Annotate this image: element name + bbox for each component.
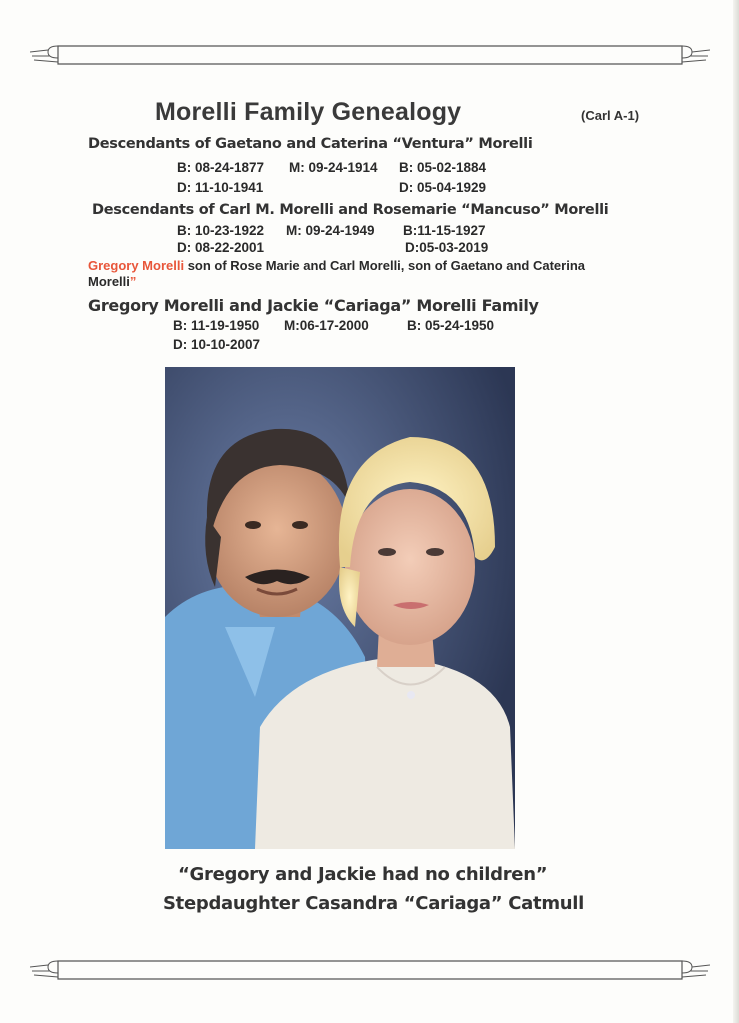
reference-code: (Carl A-1)	[581, 108, 640, 123]
section2-marriage: M: 09-24-1949	[286, 223, 375, 238]
section3-birth1: B: 11-19-1950	[173, 318, 260, 333]
lineage-name: Gregory Morelli	[88, 258, 185, 273]
lineage-text2: Morelli	[88, 274, 130, 289]
section3-heading: Gregory Morelli and Jackie “Cariaga” Morelli Family	[88, 296, 539, 315]
section1-death1: D: 11-10-1941	[177, 180, 264, 195]
section1-birth2: B: 05-02-1884	[399, 160, 487, 175]
bottom-scroll-divider	[30, 955, 710, 985]
caption-stepdaughter: Stepdaughter Casandra “Cariaga” Catmull	[163, 893, 585, 914]
section1-birth1: B: 08-24-1877	[177, 160, 265, 175]
lineage-line	[88, 258, 585, 273]
section2-heading: Descendants of Carl M. Morelli and Rosemarie “Mancuso” Morelli	[92, 202, 609, 218]
lineage-text: son of Rose Marie and Carl Morelli, son of Gaetano and Caterina	[184, 258, 585, 273]
page-title: Morelli Family Genealogy	[155, 98, 462, 126]
caption-no-children: “Gregory and Jackie had no children”	[178, 864, 548, 885]
section2-birth2: B:11-15-1927	[403, 223, 486, 238]
section3-death1: D: 10-10-2007	[173, 337, 261, 352]
section3-marriage: M:06-17-2000	[284, 318, 369, 333]
section3-birth2: B: 05-24-1950	[407, 318, 495, 333]
section1-death2: D: 05-04-1929	[399, 180, 487, 195]
section2-birth1: B: 10-23-1922	[177, 223, 265, 238]
section2-death2: D:05-03-2019	[405, 240, 489, 255]
couple-photo	[165, 367, 515, 849]
top-scroll-divider	[30, 40, 710, 70]
section1-heading: Descendants of Gaetano and Caterina “Ventura” Morelli	[88, 136, 533, 152]
lineage-line2	[88, 274, 136, 289]
lineage-quote: ”	[129, 274, 137, 289]
section1-marriage: M: 09-24-1914	[289, 160, 378, 175]
page-edge	[733, 0, 739, 1023]
section2-death1: D: 08-22-2001	[177, 240, 265, 255]
